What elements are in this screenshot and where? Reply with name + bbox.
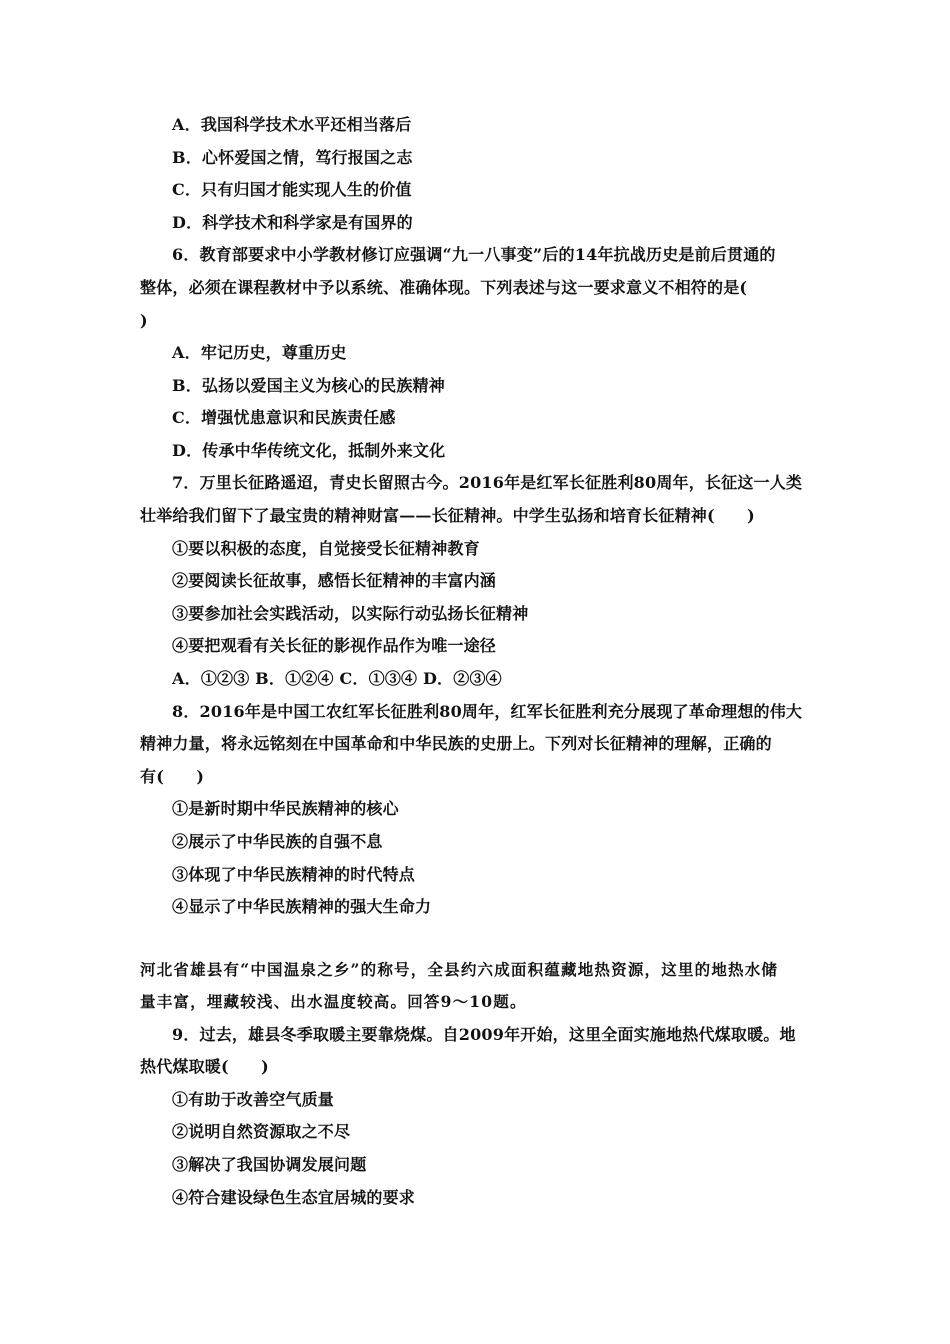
q8-item-2: ②展示了中华民族的自强不息: [172, 832, 383, 851]
q6-stem-line1: 6．教育部要求中小学教材修订应强调“九一八事变”后的14年抗战历史是前后贯通的: [172, 245, 776, 264]
material-intro-line2: 量丰富，埋藏较浅、出水温度较高。回答9～10题。: [140, 992, 527, 1011]
q7-item-3: ③要参加社会实践活动，以实际行动弘扬长征精神: [172, 604, 529, 623]
q8-stem-line2: 精神力量，将永远铭刻在中国革命和中华民族的史册上。下列对长征精神的理解，正确的: [140, 734, 772, 753]
q8-stem-line1: 8．2016年是中国工农红军长征胜利80周年，红军长征胜利充分展现了革命理想的伟大: [172, 702, 803, 721]
q9-stem-line2: 热代煤取暖( ): [140, 1057, 269, 1076]
q7-item-4: ④要把观看有关长征的影视作品作为唯一途径: [172, 636, 497, 655]
q8-item-4: ④显示了中华民族精神的强大生命力: [172, 897, 432, 916]
q5-option-c: C．只有归国才能实现人生的价值: [172, 180, 412, 199]
q9-item-2: ②说明自然资源取之不尽: [172, 1122, 351, 1141]
q6-option-d: D．传承中华传统文化，抵制外来文化: [172, 441, 446, 460]
q9-stem-line1: 9．过去，雄县冬季取暖主要靠烧煤。自2009年开始，这里全面实施地热代煤取暖。地: [172, 1025, 796, 1044]
q5-option-b: B．心怀爱国之情，笃行报国之志: [172, 148, 413, 167]
q7-item-1: ①要以积极的态度，自觉接受长征精神教育: [172, 539, 480, 558]
q8-stem-line3: 有( ): [140, 767, 205, 786]
q8-item-3: ③体现了中华民族精神的时代特点: [172, 865, 416, 884]
q6-option-a: A．牢记历史，尊重历史: [172, 343, 347, 362]
q6-option-b: B．弘扬以爱国主义为核心的民族精神: [172, 376, 445, 395]
q7-stem-line2: 壮举给我们留下了最宝贵的精神财富——长征精神。中学生弘扬和培育长征精神( ): [140, 506, 755, 525]
q5-option-d: D．科学技术和科学家是有国界的: [172, 213, 413, 232]
q6-option-c: C．增强忧患意识和民族责任感: [172, 408, 396, 427]
q9-item-4: ④符合建设绿色生态宜居城的要求: [172, 1188, 416, 1207]
q8-item-1: ①是新时期中华民族精神的核心: [172, 799, 399, 818]
q9-item-3: ③解决了我国协调发展问题: [172, 1155, 367, 1174]
q7-options: A．①②③ B．①②④ C．①③④ D．②③④: [172, 669, 502, 688]
q9-item-1: ①有助于改善空气质量: [172, 1090, 335, 1109]
q5-option-a: A．我国科学技术水平还相当落后: [172, 115, 412, 134]
q6-stem-line2: 整体，必须在课程教材中予以系统、准确体现。下列表述与这一要求意义不相符的是(: [140, 278, 748, 297]
material-intro-line1: 河北省雄县有“中国温泉之乡”的称号，全县约六成面积蕴藏地热资源，这里的地热水储: [140, 960, 779, 979]
q7-stem-line1: 7．万里长征路遥迢，青史长留照古今。2016年是红军长征胜利80周年，长征这一人类: [172, 473, 803, 492]
q7-item-2: ②要阅读长征故事，感悟长征精神的丰富内涵: [172, 571, 497, 590]
q6-stem-line3: ): [140, 311, 148, 330]
